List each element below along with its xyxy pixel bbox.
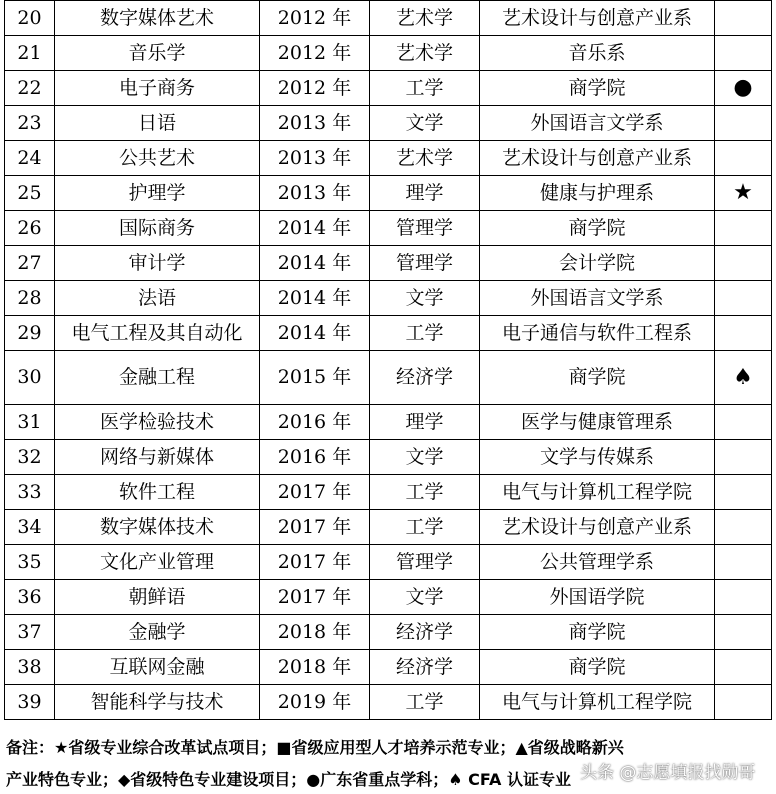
start-year: 2014 年 xyxy=(260,281,370,316)
row-number: 25 xyxy=(5,176,55,211)
start-year: 2013 年 xyxy=(260,106,370,141)
remark-mark xyxy=(715,650,772,685)
major-name: 审计学 xyxy=(55,246,260,281)
remark-mark xyxy=(715,211,772,246)
major-name: 金融工程 xyxy=(55,351,260,405)
department: 商学院 xyxy=(480,71,715,106)
remark-mark xyxy=(715,106,772,141)
discipline-category: 经济学 xyxy=(370,351,480,405)
table-row xyxy=(5,246,772,281)
remark-mark xyxy=(715,405,772,440)
row-number: 29 xyxy=(5,316,55,351)
row-number: 30 xyxy=(5,351,55,405)
department: 文学与传媒系 xyxy=(480,440,715,475)
discipline-category: 经济学 xyxy=(370,615,480,650)
row-number: 34 xyxy=(5,510,55,545)
table-row xyxy=(5,405,772,440)
discipline-category: 管理学 xyxy=(370,246,480,281)
start-year: 2018 年 xyxy=(260,615,370,650)
remark-mark xyxy=(715,510,772,545)
major-name: 日语 xyxy=(55,106,260,141)
table-row xyxy=(5,685,772,720)
table-row xyxy=(5,106,772,141)
start-year: 2017 年 xyxy=(260,510,370,545)
table-row xyxy=(5,545,772,580)
remark-mark xyxy=(715,615,772,650)
row-number: 22 xyxy=(5,71,55,106)
remark-mark xyxy=(715,440,772,475)
row-number: 39 xyxy=(5,685,55,720)
major-name: 公共艺术 xyxy=(55,141,260,176)
remark-mark xyxy=(715,1,772,36)
department: 商学院 xyxy=(480,650,715,685)
table-row xyxy=(5,440,772,475)
department: 艺术设计与创意产业系 xyxy=(480,141,715,176)
major-name: 电气工程及其自动化 xyxy=(55,316,260,351)
majors-table-body xyxy=(5,1,772,720)
table-row xyxy=(5,176,772,211)
table-row xyxy=(5,281,772,316)
department: 电气与计算机工程学院 xyxy=(480,685,715,720)
discipline-category: 经济学 xyxy=(370,650,480,685)
department: 音乐系 xyxy=(480,36,715,71)
discipline-category: 文学 xyxy=(370,106,480,141)
footnote-line-1: 备注：★省级专业综合改革试点项目；■省级应用型人才培养示范专业；▲省级战略新兴 xyxy=(6,738,624,757)
start-year: 2017 年 xyxy=(260,475,370,510)
discipline-category: 艺术学 xyxy=(370,36,480,71)
start-year: 2012 年 xyxy=(260,36,370,71)
discipline-category: 文学 xyxy=(370,440,480,475)
start-year: 2014 年 xyxy=(260,246,370,281)
start-year: 2017 年 xyxy=(260,545,370,580)
remark-mark: ★ xyxy=(715,176,772,211)
start-year: 2012 年 xyxy=(260,71,370,106)
discipline-category: 工学 xyxy=(370,510,480,545)
remark-mark xyxy=(715,141,772,176)
start-year: 2016 年 xyxy=(260,405,370,440)
row-number: 23 xyxy=(5,106,55,141)
remark-mark: ● xyxy=(715,71,772,106)
department: 艺术设计与创意产业系 xyxy=(480,510,715,545)
row-number: 32 xyxy=(5,440,55,475)
major-name: 法语 xyxy=(55,281,260,316)
row-number: 26 xyxy=(5,211,55,246)
table-row xyxy=(5,510,772,545)
major-name: 护理学 xyxy=(55,176,260,211)
remark-mark xyxy=(715,36,772,71)
major-name: 国际商务 xyxy=(55,211,260,246)
row-number: 27 xyxy=(5,246,55,281)
start-year: 2018 年 xyxy=(260,650,370,685)
row-number: 35 xyxy=(5,545,55,580)
major-name: 互联网金融 xyxy=(55,650,260,685)
start-year: 2014 年 xyxy=(260,316,370,351)
discipline-category: 艺术学 xyxy=(370,141,480,176)
table-row xyxy=(5,71,772,106)
department: 外国语言文学系 xyxy=(480,281,715,316)
watermark: 头条 @志愿填报找勋哥 xyxy=(580,763,756,783)
department: 外国语言文学系 xyxy=(480,106,715,141)
remark-mark xyxy=(715,475,772,510)
start-year: 2019 年 xyxy=(260,685,370,720)
row-number: 28 xyxy=(5,281,55,316)
remark-mark: ♠ xyxy=(715,351,772,405)
department: 电气与计算机工程学院 xyxy=(480,475,715,510)
discipline-category: 工学 xyxy=(370,475,480,510)
row-number: 33 xyxy=(5,475,55,510)
start-year: 2015 年 xyxy=(260,351,370,405)
major-name: 网络与新媒体 xyxy=(55,440,260,475)
table-row xyxy=(5,211,772,246)
table-row xyxy=(5,316,772,351)
discipline-category: 工学 xyxy=(370,71,480,106)
major-name: 朝鲜语 xyxy=(55,580,260,615)
remark-mark xyxy=(715,246,772,281)
major-name: 金融学 xyxy=(55,615,260,650)
footnote-line-2: 产业特色专业；◆省级特色专业建设项目；●广东省重点学科；♠ CFA 认证专业 xyxy=(6,770,571,789)
discipline-category: 理学 xyxy=(370,405,480,440)
discipline-category: 管理学 xyxy=(370,211,480,246)
row-number: 31 xyxy=(5,405,55,440)
department: 商学院 xyxy=(480,211,715,246)
remark-mark xyxy=(715,545,772,580)
discipline-category: 文学 xyxy=(370,580,480,615)
department: 商学院 xyxy=(480,615,715,650)
discipline-category: 理学 xyxy=(370,176,480,211)
department: 医学与健康管理系 xyxy=(480,405,715,440)
major-name: 文化产业管理 xyxy=(55,545,260,580)
major-name: 数字媒体技术 xyxy=(55,510,260,545)
department: 外国语学院 xyxy=(480,580,715,615)
major-name: 数字媒体艺术 xyxy=(55,1,260,36)
remark-mark xyxy=(715,685,772,720)
table-row xyxy=(5,580,772,615)
row-number: 24 xyxy=(5,141,55,176)
row-number: 20 xyxy=(5,1,55,36)
department: 公共管理学系 xyxy=(480,545,715,580)
start-year: 2013 年 xyxy=(260,141,370,176)
major-name: 电子商务 xyxy=(55,71,260,106)
start-year: 2012 年 xyxy=(260,1,370,36)
table-row xyxy=(5,475,772,510)
row-number: 38 xyxy=(5,650,55,685)
table-row xyxy=(5,141,772,176)
major-name: 医学检验技术 xyxy=(55,405,260,440)
table-row xyxy=(5,615,772,650)
table-row xyxy=(5,1,772,36)
department: 健康与护理系 xyxy=(480,176,715,211)
row-number: 36 xyxy=(5,580,55,615)
start-year: 2013 年 xyxy=(260,176,370,211)
remark-mark xyxy=(715,580,772,615)
row-number: 21 xyxy=(5,36,55,71)
major-name: 音乐学 xyxy=(55,36,260,71)
table-row xyxy=(5,351,772,405)
start-year: 2017 年 xyxy=(260,580,370,615)
majors-table xyxy=(4,0,772,720)
row-number: 37 xyxy=(5,615,55,650)
table-row xyxy=(5,650,772,685)
department: 会计学院 xyxy=(480,246,715,281)
department: 艺术设计与创意产业系 xyxy=(480,1,715,36)
discipline-category: 工学 xyxy=(370,316,480,351)
discipline-category: 文学 xyxy=(370,281,480,316)
department: 商学院 xyxy=(480,351,715,405)
start-year: 2014 年 xyxy=(260,211,370,246)
start-year: 2016 年 xyxy=(260,440,370,475)
discipline-category: 工学 xyxy=(370,685,480,720)
major-name: 智能科学与技术 xyxy=(55,685,260,720)
major-name: 软件工程 xyxy=(55,475,260,510)
table-row xyxy=(5,36,772,71)
department: 电子通信与软件工程系 xyxy=(480,316,715,351)
discipline-category: 艺术学 xyxy=(370,1,480,36)
remark-mark xyxy=(715,281,772,316)
discipline-category: 管理学 xyxy=(370,545,480,580)
remark-mark xyxy=(715,316,772,351)
